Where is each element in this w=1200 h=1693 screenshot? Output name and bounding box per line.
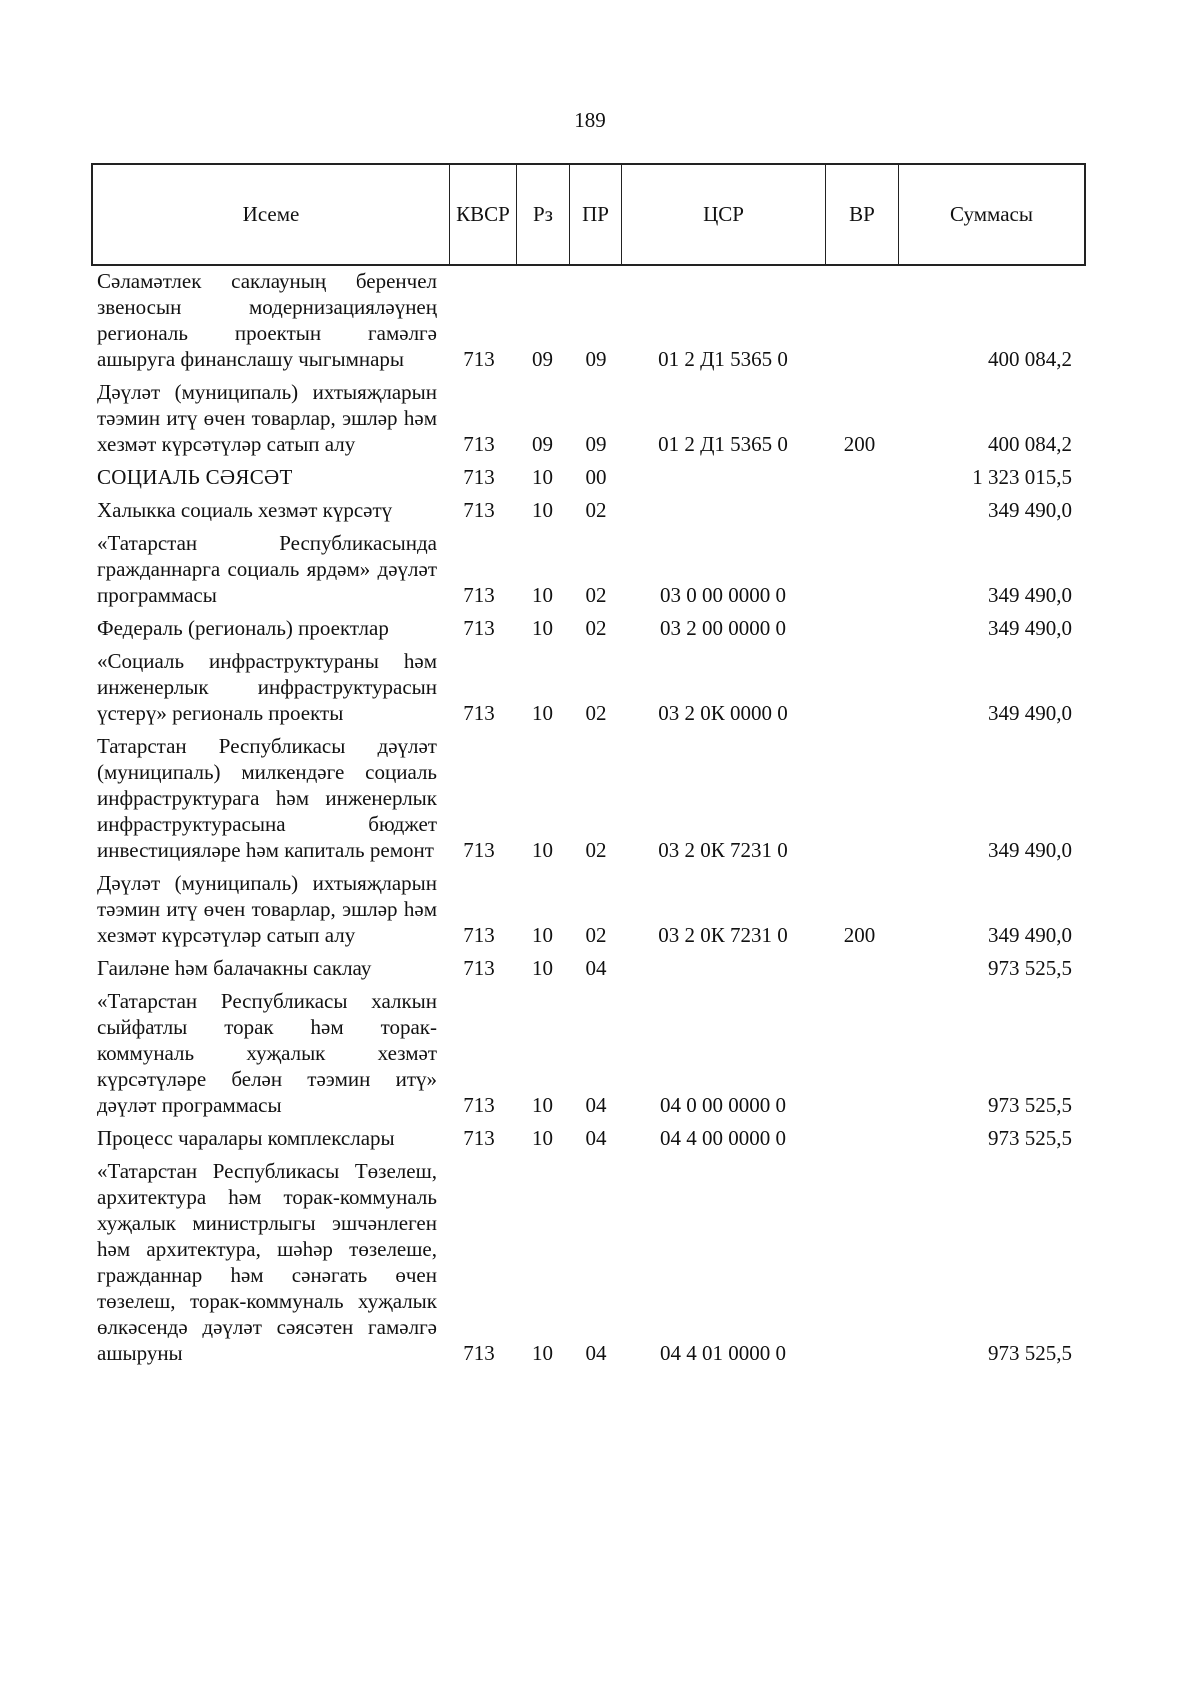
row-pr: 04 xyxy=(585,1341,607,1365)
table-row xyxy=(0,379,1200,457)
row-name: Халыкка социаль хезмәт күрсәтү xyxy=(97,498,393,522)
row-csr: 03 2 0К 7231 0 xyxy=(658,838,788,862)
header-pr: ПР xyxy=(570,165,622,264)
row-sum: 349 490,0 xyxy=(988,583,1072,607)
row-name: Дәүләт (муниципаль) ихтыяҗларын тәэмин итү өчен товарлар, эшләр һәм хезмәт күрсәтүләр сатып алу xyxy=(97,380,437,456)
row-sum: 349 490,0 xyxy=(988,923,1072,947)
row-rz: 09 xyxy=(532,432,553,456)
row-sum: 349 490,0 xyxy=(988,616,1072,640)
row-csr: 04 4 00 0000 0 xyxy=(660,1126,786,1150)
row-csr: 03 2 00 0000 0 xyxy=(660,616,786,640)
row-name: «Татарстан Республикасы халкын сыйфатлы торак һәм торак-коммуналь хуҗалык хезмәт күрсәтүләре белән тәэмин итү» дәүләт программасы xyxy=(97,989,437,1117)
row-kvsr: 713 xyxy=(463,1341,495,1365)
row-vr: 200 xyxy=(843,432,876,456)
row-pr: 04 xyxy=(585,1126,607,1150)
row-pr: 02 xyxy=(585,583,607,607)
row-kvsr: 713 xyxy=(463,347,495,371)
row-csr: 03 0 00 0000 0 xyxy=(660,583,786,607)
header-sum: Суммасы xyxy=(950,202,1033,226)
row-kvsr: 713 xyxy=(463,956,495,980)
row-pr: 00 xyxy=(585,465,607,489)
row-kvsr: 713 xyxy=(463,432,495,456)
row-sum: 973 525,5 xyxy=(988,1093,1072,1117)
row-pr: 09 xyxy=(585,432,607,456)
row-kvsr: 713 xyxy=(463,838,495,862)
row-pr: 02 xyxy=(585,701,607,725)
row-rz: 10 xyxy=(532,923,553,947)
row-pr: 04 xyxy=(585,956,607,980)
table-body xyxy=(0,268,1200,1373)
header-kvsr: КВСР xyxy=(450,165,517,264)
row-name: Процесс чаралары комплекслары xyxy=(97,1126,395,1150)
table-row xyxy=(0,955,1200,981)
header-csr: ЦСР xyxy=(622,165,826,264)
header-vr: ВР xyxy=(826,165,899,264)
row-sum: 973 525,5 xyxy=(988,956,1072,980)
row-csr: 01 2 Д1 5365 0 xyxy=(658,432,788,456)
row-name: Федераль (региональ) проектлар xyxy=(97,616,389,640)
table-row xyxy=(0,464,1200,490)
row-rz: 10 xyxy=(532,838,553,862)
row-kvsr: 713 xyxy=(463,1093,495,1117)
row-rz: 10 xyxy=(532,701,553,725)
row-kvsr: 713 xyxy=(463,1126,495,1150)
table-row xyxy=(0,497,1200,523)
row-name: Гаиләне һәм балачакны саклау xyxy=(97,956,372,980)
header-rz: Рз xyxy=(517,165,570,264)
row-csr: 04 4 01 0000 0 xyxy=(660,1341,786,1365)
row-sum: 349 490,0 xyxy=(988,498,1072,522)
row-rz: 10 xyxy=(532,616,553,640)
row-name: Татарстан Республикасы дәүләт (муниципаль) милкендәге социаль инфраструктурага һәм инженерлык инфраструктурасына бюджет инвестицияләре һәм капиталь ремонт xyxy=(97,734,437,862)
table-row xyxy=(0,648,1200,726)
row-pr: 02 xyxy=(585,498,607,522)
row-csr: 03 2 0К 7231 0 xyxy=(658,923,788,947)
row-sum: 400 084,2 xyxy=(988,347,1072,371)
row-csr: 01 2 Д1 5365 0 xyxy=(658,347,788,371)
row-sum: 1 323 015,5 xyxy=(972,465,1072,489)
table-row xyxy=(0,615,1200,641)
header-name: Исеме xyxy=(93,165,450,264)
row-vr: 200 xyxy=(843,923,876,947)
row-kvsr: 713 xyxy=(463,616,495,640)
row-kvsr: 713 xyxy=(463,701,495,725)
row-kvsr: 713 xyxy=(463,583,495,607)
row-sum: 400 084,2 xyxy=(988,432,1072,456)
table-row xyxy=(0,988,1200,1118)
row-csr: 04 0 00 0000 0 xyxy=(660,1093,786,1117)
row-kvsr: 713 xyxy=(463,465,495,489)
row-name: Сәламәтлек саклауның беренчел звеносын модернизацияләүнең региональ проектын гамәлгә ашыруга финанслашу чыгымнары xyxy=(97,269,437,371)
row-sum: 973 525,5 xyxy=(988,1341,1072,1365)
table-row xyxy=(0,530,1200,608)
table-header xyxy=(91,163,1086,266)
row-name: СОЦИАЛЬ СӘЯСӘТ xyxy=(97,465,293,489)
row-sum: 349 490,0 xyxy=(988,838,1072,862)
row-sum: 973 525,5 xyxy=(988,1126,1072,1150)
table-row xyxy=(0,1125,1200,1151)
row-pr: 04 xyxy=(585,1093,607,1117)
row-name: «Татарстан Республикасында гражданнарга социаль ярдәм» дәүләт программасы xyxy=(97,531,437,607)
row-kvsr: 713 xyxy=(463,498,495,522)
row-rz: 10 xyxy=(532,1093,553,1117)
page-number: 189 xyxy=(574,108,606,132)
row-pr: 02 xyxy=(585,838,607,862)
row-rz: 10 xyxy=(532,583,553,607)
row-rz: 10 xyxy=(532,465,553,489)
table-row xyxy=(0,268,1200,372)
table-row xyxy=(0,1158,1200,1366)
row-sum: 349 490,0 xyxy=(988,701,1072,725)
row-pr: 02 xyxy=(585,616,607,640)
row-csr: 03 2 0К 0000 0 xyxy=(658,701,788,725)
row-rz: 09 xyxy=(532,347,553,371)
row-name: Дәүләт (муниципаль) ихтыяҗларын тәэмин итү өчен товарлар, эшләр һәм хезмәт күрсәтүләр сатып алу xyxy=(97,871,437,947)
row-rz: 10 xyxy=(532,1341,553,1365)
table-row xyxy=(0,870,1200,948)
row-rz: 10 xyxy=(532,498,553,522)
row-kvsr: 713 xyxy=(463,923,495,947)
row-name: «Социаль инфраструктураны һәм инженерлык инфраструктурасын үстерү» региональ проекты xyxy=(97,649,437,725)
row-rz: 10 xyxy=(532,1126,553,1150)
row-pr: 09 xyxy=(585,347,607,371)
row-rz: 10 xyxy=(532,956,553,980)
row-pr: 02 xyxy=(585,923,607,947)
row-name: «Татарстан Республикасы Төзелеш, архитектура һәм торак-коммуналь хуҗалык министрлыгы эшчәнлеген һәм архитектура, шәһәр төзелеше, гражданнар һәм сәнәгать өчен төзелеш, торак-коммуналь хуҗалык өлкәсендә дәүләт сәясәтен гамәлгә ашыруны xyxy=(97,1159,437,1365)
table-row xyxy=(0,733,1200,863)
